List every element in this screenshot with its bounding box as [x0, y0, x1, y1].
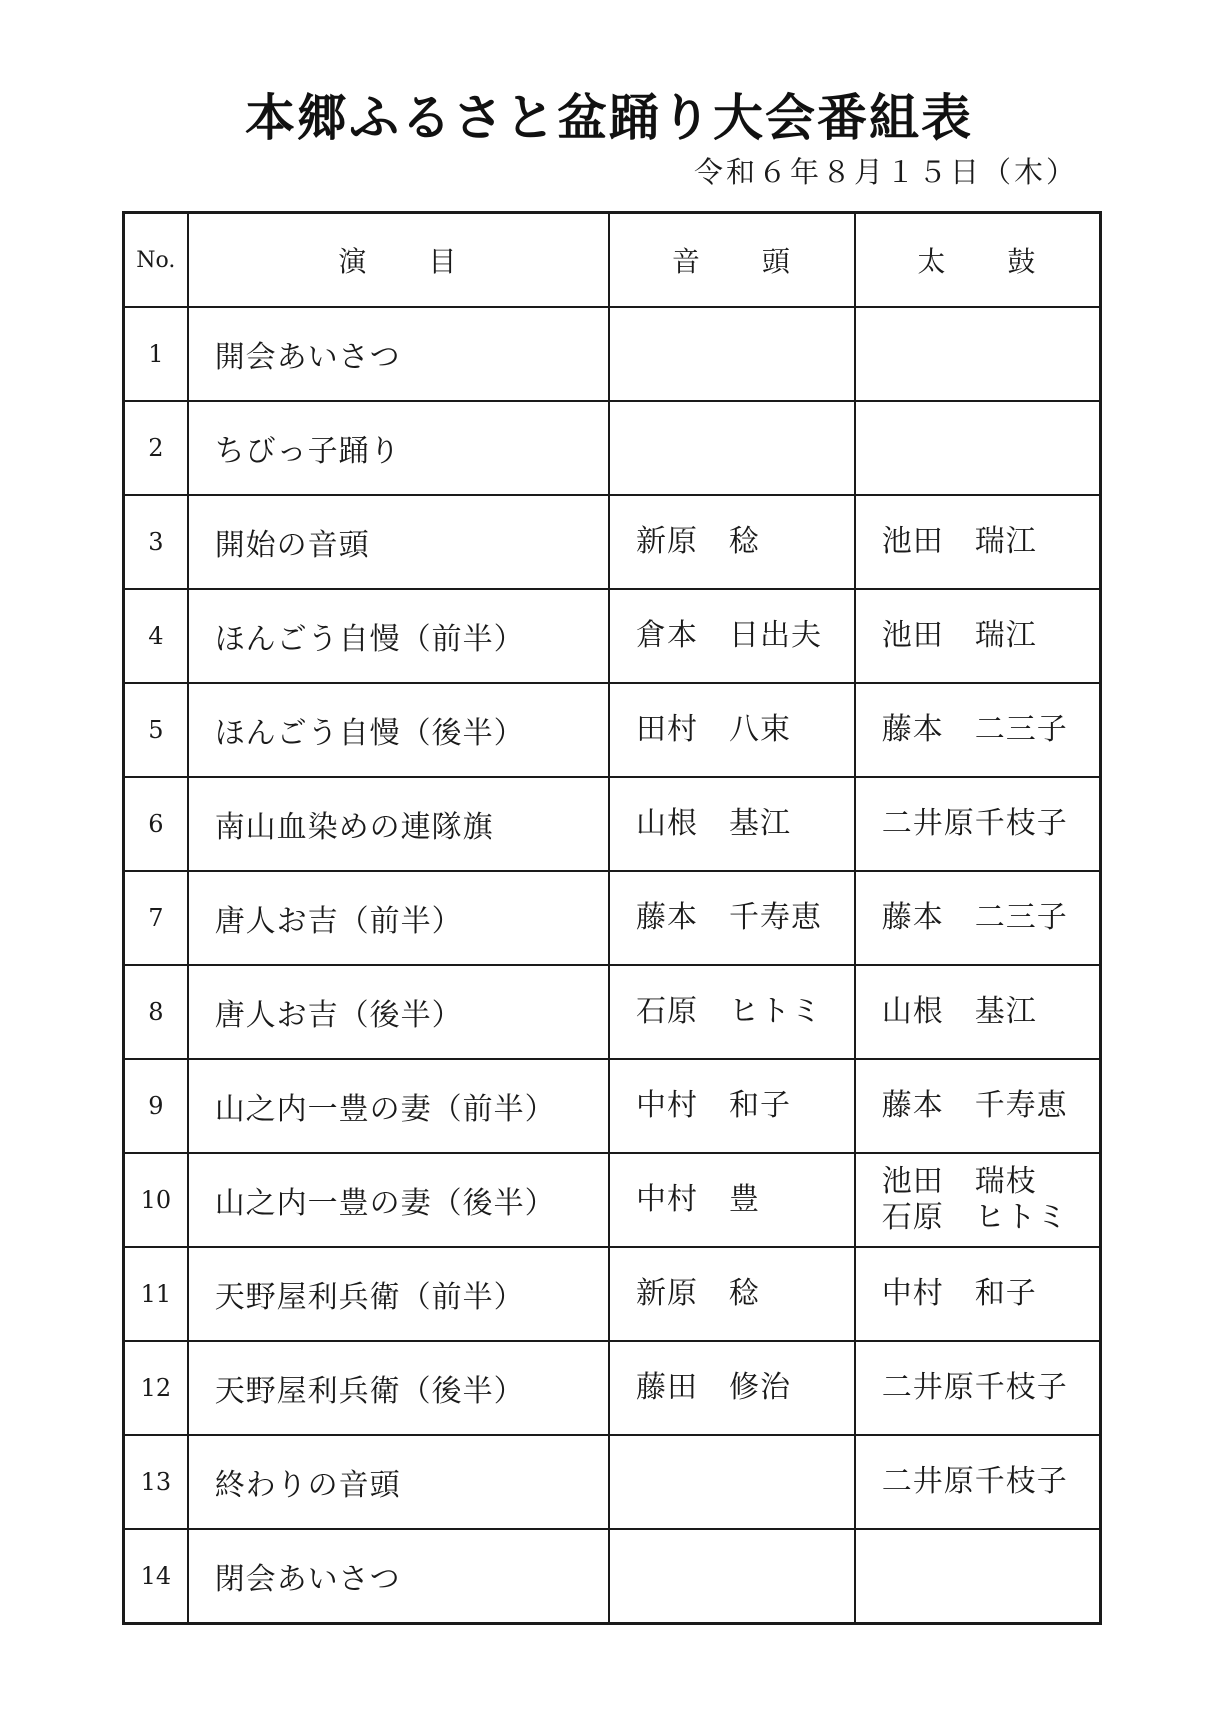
- row-number: 10: [124, 1153, 188, 1247]
- ondo-performer-cell: [609, 495, 855, 589]
- ondo-performer-cell: [609, 1059, 855, 1153]
- program-title: 終わりの音頭: [188, 1435, 609, 1529]
- program-title: 開会あいさつ: [188, 307, 609, 401]
- ondo-performer: 藤本 千寿恵: [635, 900, 822, 935]
- ondo-performer: 新原 稔: [635, 1276, 760, 1311]
- table-row: [124, 871, 1101, 965]
- taiko-performer-cell: [855, 683, 1101, 777]
- ondo-performer: 藤田 修治: [635, 1370, 791, 1405]
- table-body: [124, 307, 1101, 1624]
- ondo-performer-cell: [609, 777, 855, 871]
- taiko-performer-cell: [855, 965, 1101, 1059]
- program-title: 山之内一豊の妻（前半）: [188, 1059, 609, 1153]
- table-row: [124, 1059, 1101, 1153]
- ondo-performer-cell: [609, 1341, 855, 1435]
- document-title: 本郷ふるさと盆踊り大会番組表: [245, 88, 973, 147]
- ondo-performer-cell: [609, 401, 855, 495]
- ondo-performer-cell: [609, 1529, 855, 1624]
- program-title: ほんごう自慢（後半）: [188, 683, 609, 777]
- taiko-performer-cell: [855, 401, 1101, 495]
- table-row: [124, 965, 1101, 1059]
- table-row: [124, 401, 1101, 495]
- program-table: [122, 211, 1102, 1625]
- ondo-performer-cell: [609, 683, 855, 777]
- row-number: 7: [124, 871, 188, 965]
- taiko-performer-cell: [855, 1435, 1101, 1529]
- ondo-performer: 倉本 日出夫: [635, 618, 822, 653]
- ondo-performer: 中村 豊: [635, 1182, 760, 1217]
- row-number: 2: [124, 401, 188, 495]
- row-number: 3: [124, 495, 188, 589]
- taiko-performer: 藤本 二三子: [881, 712, 1068, 747]
- taiko-performer-cell: [855, 495, 1101, 589]
- header-no: No.: [124, 213, 188, 308]
- table-row: [124, 495, 1101, 589]
- taiko-performer: 二井原千枝子: [881, 806, 1068, 841]
- taiko-performer-cell: [855, 1247, 1101, 1341]
- taiko-performer-cell: [855, 307, 1101, 401]
- row-number: 4: [124, 589, 188, 683]
- header-program: 演 目: [188, 213, 609, 308]
- taiko-performer: 二井原千枝子: [881, 1464, 1068, 1499]
- table-header-row: [124, 213, 1101, 308]
- program-title: 唐人お吉（後半）: [188, 965, 609, 1059]
- program-title: 天野屋利兵衛（前半）: [188, 1247, 609, 1341]
- taiko-performer-cell: [855, 1341, 1101, 1435]
- taiko-performer-cell: [855, 1153, 1101, 1247]
- ondo-performer: 田村 八束: [635, 712, 791, 747]
- taiko-performer: 石原 ヒトミ: [881, 1200, 1068, 1235]
- header-taiko: 太 鼓: [855, 213, 1101, 308]
- header-ondo: 音 頭: [609, 213, 855, 308]
- program-title: ほんごう自慢（前半）: [188, 589, 609, 683]
- taiko-performer: 池田 瑞江: [881, 618, 1037, 653]
- program-title: ちびっ子踊り: [188, 401, 609, 495]
- ondo-performer: 山根 基江: [635, 806, 791, 841]
- event-date: 令和６年８月１５日（木）: [693, 155, 1078, 189]
- table-row: [124, 589, 1101, 683]
- taiko-performer: 二井原千枝子: [881, 1370, 1068, 1405]
- taiko-performer-cell: [855, 589, 1101, 683]
- row-number: 5: [124, 683, 188, 777]
- ondo-performer-cell: [609, 589, 855, 683]
- ondo-performer-cell: [609, 871, 855, 965]
- table-row: [124, 1247, 1101, 1341]
- program-title: 開始の音頭: [188, 495, 609, 589]
- table-row: [124, 1529, 1101, 1624]
- ondo-performer: 石原 ヒトミ: [635, 994, 822, 1029]
- taiko-performer-cell: [855, 1059, 1101, 1153]
- ondo-performer: 新原 稔: [635, 524, 760, 559]
- row-number: 6: [124, 777, 188, 871]
- table-row: [124, 1153, 1101, 1247]
- ondo-performer: 中村 和子: [635, 1088, 791, 1123]
- row-number: 9: [124, 1059, 188, 1153]
- table-row: [124, 1341, 1101, 1435]
- taiko-performer-cell: [855, 871, 1101, 965]
- program-title: 山之内一豊の妻（後半）: [188, 1153, 609, 1247]
- taiko-performer-cell: [855, 1529, 1101, 1624]
- taiko-performer-cell: [855, 777, 1101, 871]
- taiko-performer: 山根 基江: [881, 994, 1037, 1029]
- ondo-performer-cell: [609, 1153, 855, 1247]
- row-number: 11: [124, 1247, 188, 1341]
- ondo-performer-cell: [609, 965, 855, 1059]
- taiko-performer: 中村 和子: [881, 1276, 1037, 1311]
- program-title: 南山血染めの連隊旗: [188, 777, 609, 871]
- row-number: 14: [124, 1529, 188, 1624]
- program-title: 唐人お吉（前半）: [188, 871, 609, 965]
- program-title: 閉会あいさつ: [188, 1529, 609, 1624]
- table-row: [124, 777, 1101, 871]
- program-title: 天野屋利兵衛（後半）: [188, 1341, 609, 1435]
- taiko-performer: 池田 瑞江: [881, 524, 1037, 559]
- row-number: 13: [124, 1435, 188, 1529]
- taiko-performer: 藤本 千寿恵: [881, 1088, 1068, 1123]
- taiko-performer: 池田 瑞枝: [881, 1164, 1037, 1199]
- row-number: 1: [124, 307, 188, 401]
- table-row: [124, 683, 1101, 777]
- ondo-performer-cell: [609, 307, 855, 401]
- row-number: 8: [124, 965, 188, 1059]
- ondo-performer-cell: [609, 1435, 855, 1529]
- table-row: [124, 307, 1101, 401]
- row-number: 12: [124, 1341, 188, 1435]
- table-row: [124, 1435, 1101, 1529]
- ondo-performer-cell: [609, 1247, 855, 1341]
- taiko-performer: 藤本 二三子: [881, 900, 1068, 935]
